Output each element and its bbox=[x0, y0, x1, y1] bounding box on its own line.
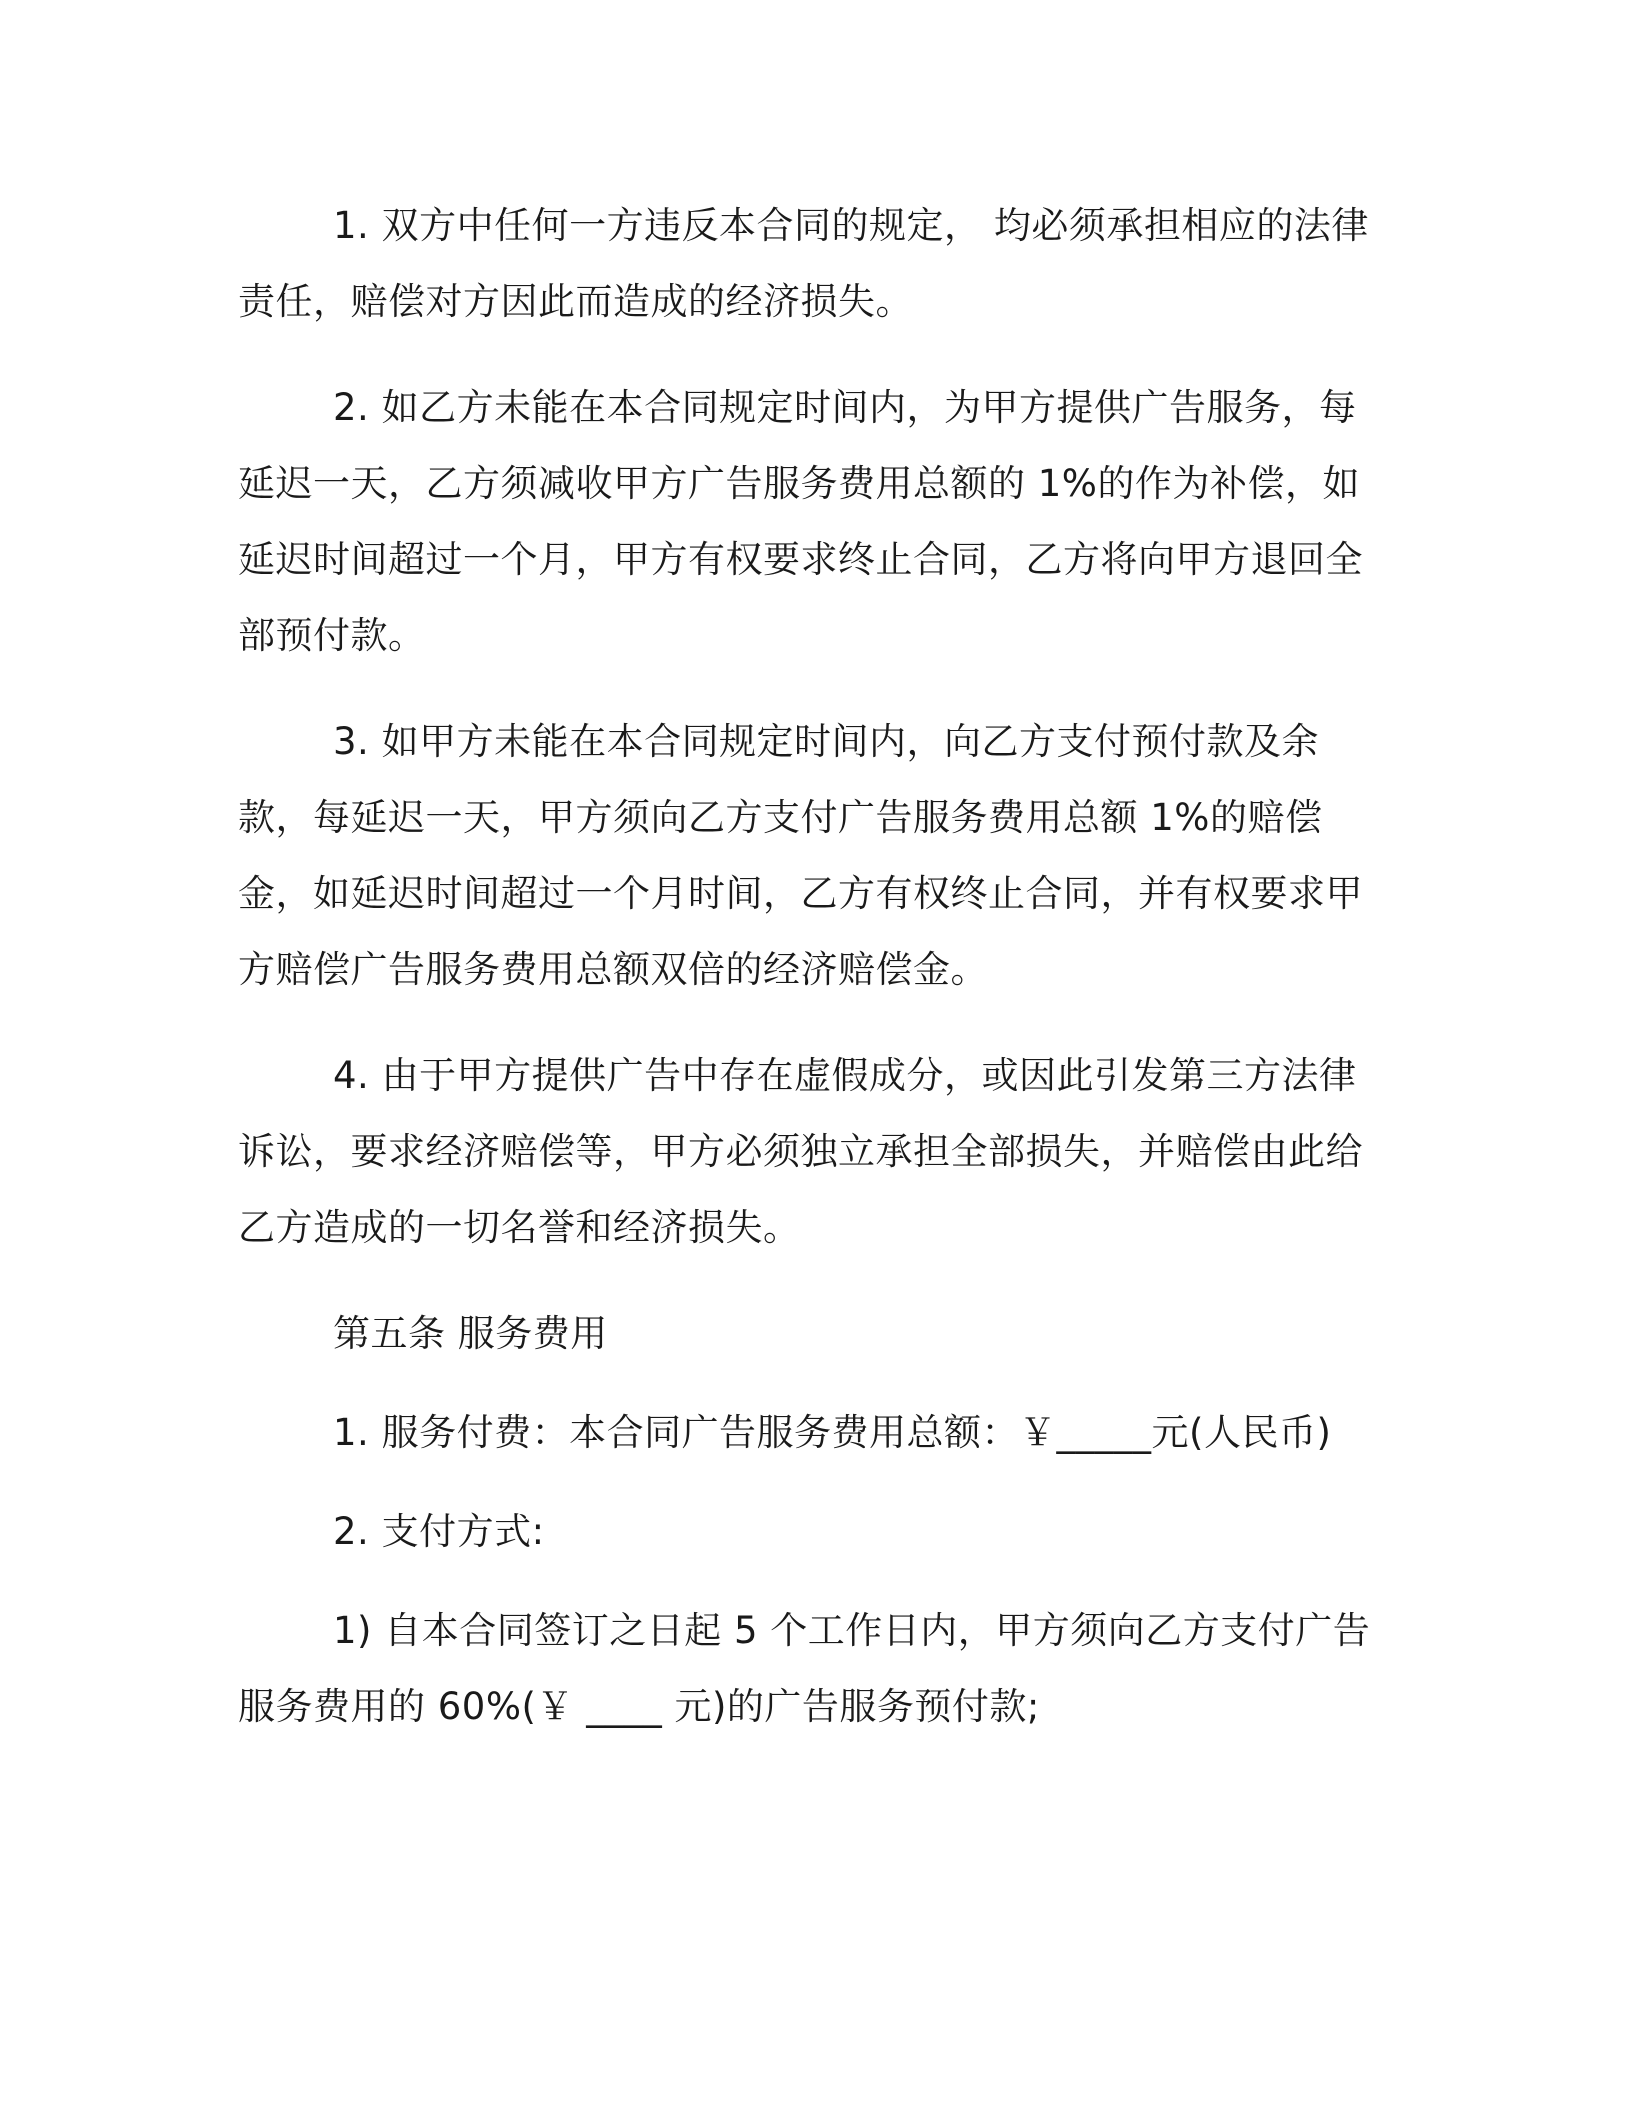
service-fee-paragraph: 1. 服务付费：本合同广告服务费用总额：￥_____元(人民币) bbox=[333, 1411, 1332, 1454]
clause-paragraph-1: 1. 双方中任何一方违反本合同的规定， 均必须承担相应的法律责任，赔偿对方因此而造成的经济损失。 bbox=[238, 204, 1369, 323]
clause-paragraph-4: 4. 由于甲方提供广告中存在虚假成分，或因此引发第三方法律诉讼，要求经济赔偿等，甲方必须独立承担全部损失，并赔偿由此给乙方造成的一切名誉和经济损失。 bbox=[238, 1054, 1363, 1249]
document-page bbox=[238, 188, 1388, 1775]
payment-item-1: 1) 自本合同签订之日起 5 个工作日内，甲方须向乙方支付广告服务费用的 60%(￥ ____ 元)的广告服务预付款; bbox=[238, 1609, 1371, 1728]
clause-paragraph-3: 3. 如甲方未能在本合同规定时间内，向乙方支付预付款及余款，每延迟一天，甲方须向乙方支付广告服务费用总额 1%的赔偿金，如延迟时间超过一个月时间，乙方有权终止合同，并有权要求甲方赔偿广告服务费用总额双倍的经济赔偿金。 bbox=[238, 720, 1363, 991]
section-heading: 第五条 服务费用 bbox=[333, 1312, 608, 1355]
payment-method-paragraph: 2. 支付方式: bbox=[333, 1510, 545, 1553]
clause-paragraph-2: 2. 如乙方未能在本合同规定时间内，为甲方提供广告服务，每延迟一天，乙方须减收甲方广告服务费用总额的 1%的作为补偿，如延迟时间超过一个月，甲方有权要求终止合同，乙方将向甲方退回全部预付款。 bbox=[238, 386, 1363, 657]
